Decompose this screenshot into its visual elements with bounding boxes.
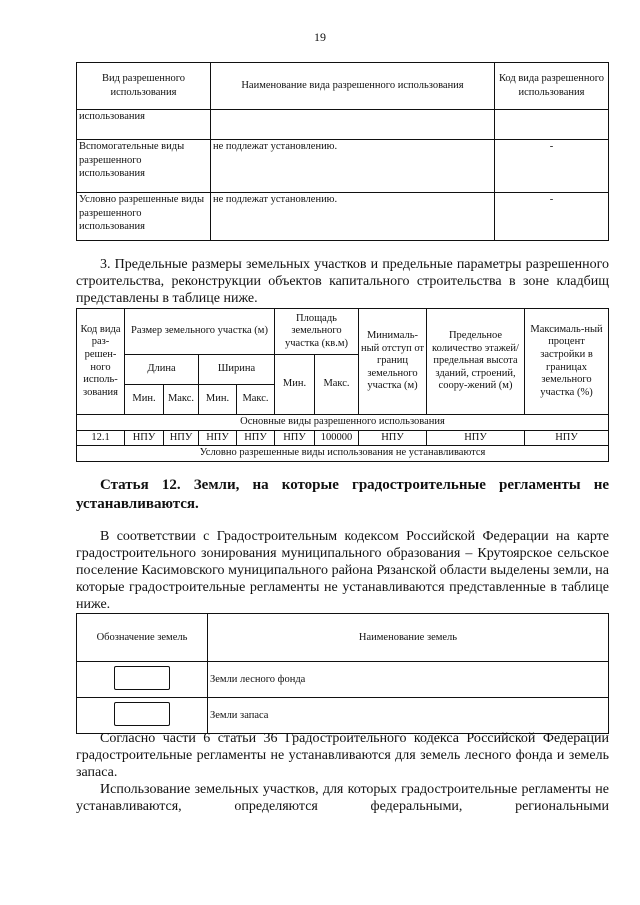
permitted-use-table: [76, 62, 609, 241]
legend-box-forest: [114, 666, 170, 690]
legend-swatch-cell: [77, 698, 208, 734]
table-cell: НПУ: [427, 430, 525, 446]
table-cell: 12.1: [77, 430, 125, 446]
table-cell: НПУ: [125, 430, 164, 446]
table2-header-length-min: Мин.: [125, 385, 164, 415]
table1-header-type: Вид разрешенного использования: [77, 63, 211, 110]
table3-header-designation: Обозначение земель: [77, 614, 208, 662]
table2-header-setback: Минималь-ный отступ от границ земельного участка (м): [359, 309, 427, 415]
table2-section-main: Основные виды разрешенного использования: [77, 415, 609, 431]
table-cell: НПУ: [199, 430, 237, 446]
table-cell: Вспомогательные виды разрешенного использования: [77, 140, 211, 193]
paragraph-land-use: Использование земельных участков, для которых градостроительные регламенты не устанавливаются, определяются федеральными, региональными: [76, 782, 609, 814]
table2-header-area-max: Макс.: [315, 355, 359, 415]
table2-section-conditional: Условно разрешенные виды использования не устанавливаются: [77, 446, 609, 462]
table-cell: [495, 110, 609, 140]
table2-header-width-min: Мин.: [199, 385, 237, 415]
table-cell: НПУ: [525, 430, 609, 446]
table-cell: не подлежат установлению.: [211, 193, 495, 241]
table1-header-code: Код вида разрешенного использования: [495, 63, 609, 110]
table2-header-area-min: Мин.: [275, 355, 315, 415]
table-cell: НПУ: [164, 430, 199, 446]
table-cell: НПУ: [359, 430, 427, 446]
table3-header-name: Наименование земель: [208, 614, 609, 662]
article-12-title: Статья 12. Земли, на которые градостроительные регламенты не устанавливаются.: [76, 477, 609, 512]
table2-header-width-max: Макс.: [237, 385, 275, 415]
article-12-paragraph: В соответствии с Градостроительным кодексом Российской Федерации на карте градостроительного зонирования муниципального образования – Крутоярское сельское поселение Касимовского муниципального района Рязанской области выделены земли, на которые градостроительные регламенты не устанавливаются представленные в таблице ниже.: [76, 529, 609, 612]
table-cell: НПУ: [237, 430, 275, 446]
lands-table: [76, 613, 609, 734]
table-cell: -: [495, 193, 609, 241]
legend-swatch-cell: [77, 662, 208, 698]
table2-header-code: Код вида раз-решен-ного исполь-зования: [77, 309, 125, 415]
paragraph-part-6: Согласно части 6 статьи 36 Градостроительного кодекса Российской Федерации градостроительные регламенты не устанавливаются для земель лесного фонда и земель запаса.: [76, 731, 609, 780]
limits-table: [76, 308, 609, 462]
table-cell: НПУ: [275, 430, 315, 446]
table2-header-length-max: Макс.: [164, 385, 199, 415]
table2-header-size: Размер земельного участка (м): [125, 309, 275, 355]
table2-header-width: Ширина: [199, 355, 275, 385]
table2-header-coverage: Максималь-ный процент застройки в границах земельного участка (%): [525, 309, 609, 415]
table-cell: использования: [77, 110, 211, 140]
table-cell: Земли лесного фонда: [208, 662, 609, 698]
table2-header-length: Длина: [125, 355, 199, 385]
table2-header-area: Площадь земельного участка (кв.м): [275, 309, 359, 355]
table1-header-name: Наименование вида разрешенного использования: [211, 63, 495, 110]
paragraph-3: 3. Предельные размеры земельных участков и предельные параметры разрешенного строительства, реконструкции объектов капитального строительства в зоне кладбищ представлены в таблице ниже.: [76, 257, 609, 306]
table2-header-floors: Предельное количество этажей/ предельная высота зданий, строений, соору-жений (м): [427, 309, 525, 415]
legend-box-reserve: [114, 702, 170, 726]
table-cell: Земли запаса: [208, 698, 609, 734]
table-cell: не подлежат установлению.: [211, 140, 495, 193]
table-cell: Условно разрешенные виды разрешенного использования: [77, 193, 211, 241]
page-number: 19: [314, 30, 326, 44]
table-cell: -: [495, 140, 609, 193]
table-cell: 100000: [315, 430, 359, 446]
table-cell: [211, 110, 495, 140]
